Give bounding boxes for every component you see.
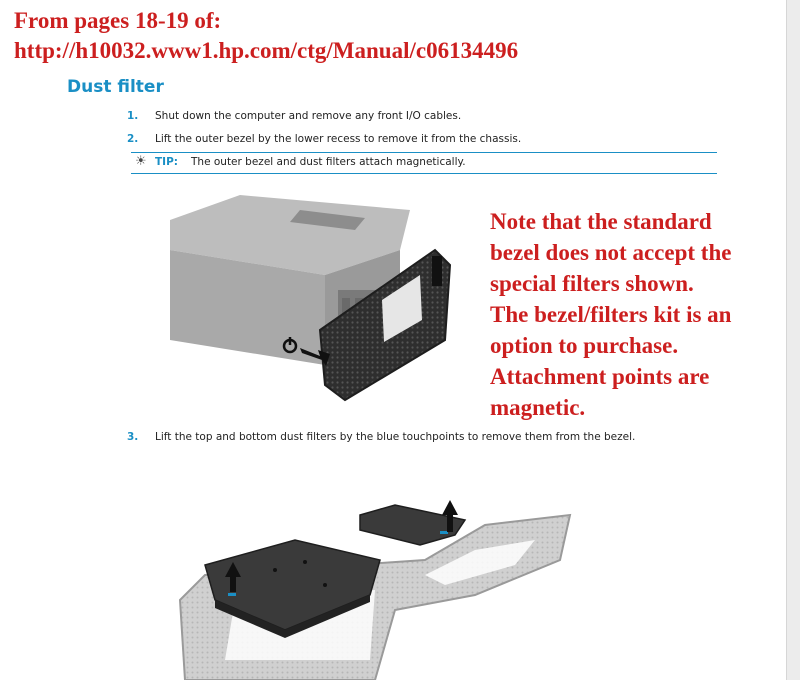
note-line: Attachment points are: [490, 364, 710, 389]
note-line: special filters shown.: [490, 271, 694, 296]
filter-removal-illustration: [175, 490, 575, 680]
lightbulb-icon: ☀: [135, 154, 147, 169]
source-url: http://h10032.www1.hp.com/ctg/Manual/c06134496: [14, 38, 519, 63]
step-text: Shut down the computer and remove any front I/O cables.: [155, 110, 462, 122]
note-line: magnetic.: [490, 395, 586, 420]
step-text: Lift the outer bezel by the lower recess to remove it from the chassis.: [155, 133, 522, 145]
note-line: bezel does not accept the: [490, 240, 732, 265]
step-2: [127, 133, 521, 145]
note-line: Note that the standard: [490, 209, 712, 234]
source-line-1: From pages 18-19 of:: [14, 8, 222, 33]
step-number: 2.: [127, 133, 139, 145]
bezel-removal-illustration: [150, 190, 470, 405]
step-number: 1.: [127, 110, 139, 122]
tip-box: [131, 152, 717, 174]
step-text: Lift the top and bottom dust filters by the blue touchpoints to remove them from the bezel.: [155, 431, 636, 443]
note-line: option to purchase.: [490, 333, 679, 358]
annotation-note: [490, 206, 786, 423]
note-line: The bezel/filters kit is an: [490, 302, 732, 327]
page-gutter: [787, 0, 800, 680]
tip-label: TIP:: [155, 156, 178, 168]
section-title: Dust filter: [67, 77, 164, 97]
step-3: [127, 431, 635, 443]
step-1: [127, 110, 461, 122]
step-number: 3.: [127, 431, 139, 443]
tip-text: The outer bezel and dust filters attach magnetically.: [191, 156, 466, 168]
